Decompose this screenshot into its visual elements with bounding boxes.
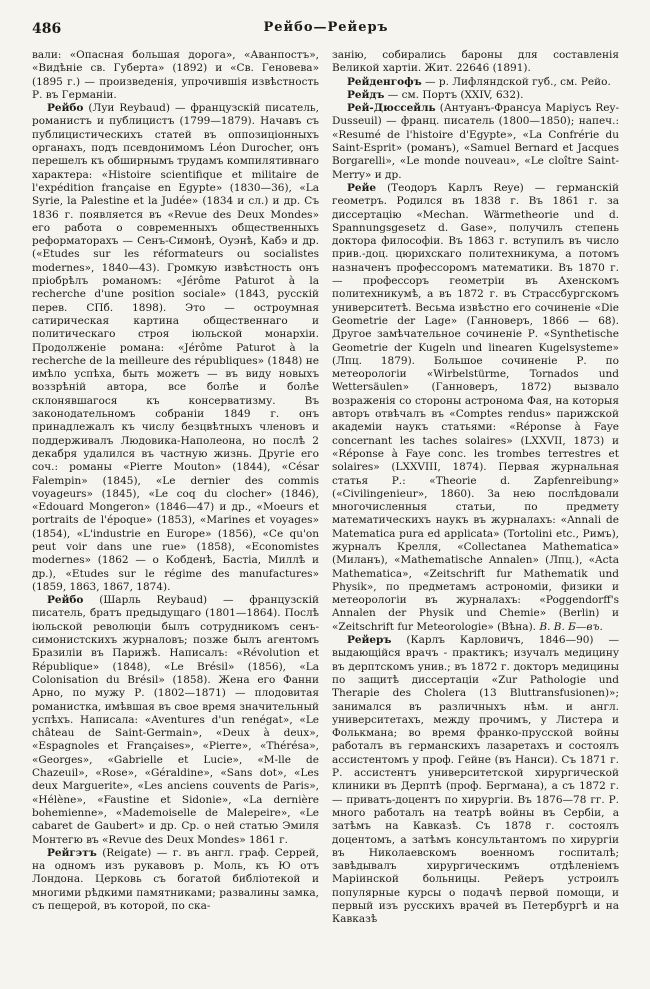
entry-reid [332,89,619,102]
entry-term: Рей-Дюссейль [347,102,436,115]
entry-text: (Карлъ Карловичъ, 1846—90) — выдающійся врачъ - практикъ; изучалъ медицину въ дерптскомъ унив.; въ 1872 г. докторъ медицины по защитѣ диссертаціи «Zur Pathologie und Therapie des Cholera (13 Bluttransfusionen)»; занимался въ различныхъ нѣм. и англ. университетахъ, между прочимъ, у Листера и Фолькмана; во время франко-прусской войны работалъ въ германскихъ лазаретахъ и состоялъ ассистентомъ у проф. Гейне (въ Нанси). Съ 1871 г. Р. ассистентъ университетской хирургической клиники въ Дерптѣ (проф. Бергмана), а съ 1872 г. — приватъ-доцентъ по хирургіи. Въ 1876—78 гг. Р. много работалъ на театрѣ войны въ Сербіи, а затѣмъ на Кавказѣ. Съ 1878 г. состоялъ доцентомъ, а затѣмъ консультантомъ по хирургіи въ Николаевскомъ военномъ госпиталѣ; завѣдывалъ хирургическимъ отдѣленіемъ Маріинской больницы. Рейеръ устроилъ популярные курсы о подачѣ первой помощи, и первый изъ русскихъ врачей въ Петербургѣ и на Кавказѣ [332,634,619,926]
entry-text: — р. Лифляндской губ., см. Рейо. [421,75,611,88]
entry-term: Рейбо [47,102,84,115]
entry-term: Рейбо [47,594,84,607]
page-number: 486 [32,21,62,37]
entry-text: (Теодоръ Карлъ Reye) — германскій геометръ. Родился въ 1838 г. Въ 1861 г. за диссертацію «Mechan. Wärmetheorie und d. Spannungsgesetz d. Gase», получилъ степень доктора философіи. Въ 1863 г. вступилъ въ число прив.-доц. цюрихскаго политехникума, а потомъ назначенъ профессоромъ математики. Въ 1870 г. — профессоръ геометріи въ Ахенскомъ политехникумѣ, а въ 1872 г. въ Страссбургскомъ университетѣ. Весьма извѣстно его сочиненіе «Die Geometrie der Lage» (Ганноверъ, 1866 — 68). Другое замѣчательное сочиненіе Р. «Synthetische Geometrie der Kugeln und linearen Kugelsysteme» (Лпц. 1879). Большое сочиненіе Р. по метеорологіи «Wirbelstürme, Tornados und Wettersäulen» (Ганноверъ, 1872) вызвало возраженія со стороны астронома Фая, на которыя авторъ отвѣчалъ въ «Comptes rendus» парижской академіи наукъ статьями: «Réponse à Faye concernant les taches solaires» (LXXVII, 1873) и «Réponse à Faye conc. les trombes terrestres et solaires» (LXXVIII, 1874). Первая журнальная статья Р.: «Theorie d. Zapfenreibung» («Civilingenieur», 1860). За нею послѣдовали многочисленныя статьи, по предмету математическихъ наукъ въ журналахъ: «Annali de Matematica pura ed applicata» (Tortolini etc., Римъ), журналъ Крелля, «Collectanea Mathematica» (Миланъ), «Mathematische Annalen» (Лпц.), «Acta Mathematica», «Zeitschrift fur Mathematik und Physik», по предметамъ астрономіи, физики и метеорологіи въ журналахъ: «Poggendorff's Annalen der Physik und Chemie» (Berlin) и «Zeitschrift fur Meteorologie» (Вѣна). [332,181,619,633]
entry-term: Рейдъ [347,88,385,101]
entry-text: — см. Портъ (XXIV, 632). [384,88,524,101]
page-header [32,20,620,42]
text-columns [32,49,620,967]
entry-reybaud-louis [32,102,319,594]
entry-term: Рейе [347,181,377,194]
entry-text: (Reigate) — г. въ англ. граф. Серрей, на одномъ изъ рукавовъ р. Моль, къ Ю отъ Лондона. Церковь съ богатой библіотекой и многими рѣдкими памятниками; развалины замка, съ пещерой, въ которой, по ска- [32,846,319,912]
entry-text: вали: «Опасная большая дорога», «Аванпостъ», «Видѣніе св. Губерта» (1892) и «Св. Геновева» (1895 г.) — произведенія, упрочившія извѣстность Р. въ Германіи. [32,49,319,101]
entry-reigate [32,847,319,913]
entry-text: (Луи Reybaud) — французскій писатель, романистъ и публицистъ (1799—1879). Начавъ съ публицистическихъ статей въ оппозиціонныхъ органахъ, подъ псевдонимомъ Léon Durocher, онъ перешелъ къ обширнымъ трудамъ компилятивнаго характера: «Histoire scientifique et militaire de l'expédition française en Egypte» (1830—36), «La Syrie, la Palestine et la Judée» (1834 и сл.) и др. Съ 1836 г. появляется въ «Revue des Deux Mondes» его работа о современныхъ общественныхъ реформаторахъ — Сенъ-Симонѣ, Оуэнѣ, Кабэ и др. («Etudes sur les réformateurs ou socialistes modernes», 1840—43). Громкую извѣстность онъ пріобрѣлъ романомъ: «Jérôme Paturot à la recherche d'une position sociale» (1843, русскій перев. СПб. 1898). Это — остроумная сатирическая картина общественнаго и политическаго строя іюльской монархіи. Продолженіе романа: «Jérôme Paturot à la recherche de la meilleure des républiques» (1848) не имѣло успѣха, быть можетъ — въ виду новыхъ воззрѣній автора, все болѣе и болѣе склонявшагося къ консерватизму. Въ законодательномъ собраніи 1849 г. онъ принадлежалъ къ числу безцвѣтныхъ членовъ и поддерживалъ Людовика-Наполеона, но послѣ 2 декабря удалился въ частную жизнь. Другіе его соч.: романы «Pierre Mouton» (1844), «César Falempin» (1845), «Le dernier des commis voyageurs» (1845), «Le coq du clocher» (1846), «Edouard Mongeron» (1846—47) и др., «Moeurs et portraits de l'époque» (1853), «Marines et voyages» (1854), «L'industrie en Europe» (1856), «Ce qu'on peut voir dans une rue» (1858), «Economistes modernes» (1862 — о Кобденѣ, Бастіа, Миллѣ и др.), «Etudes sur le régime des manufactures» (1859, 1863, 1867, 1874). [32,102,319,593]
entry-term: Рейденгофъ [347,75,422,88]
entry-text: (Шарль Reybaud) — французскій писатель, братъ предыдущаго (1801—1864). Послѣ іюльской революціи былъ сотрудникомъ сенъ-симонистскихъ журналовъ; позже былъ агентомъ Бразиліи въ Парижѣ. Написалъ: «Révolution et République» (1848), «Le Brésil» (1856), «La Colonisation du Brésil» (1858). Жена его Фанни Арно, по мужу Р. (1802—1871) — плодовитая романистка, имѣвшая въ свое время значительный успѣхъ. Написала: «Aventures d'un renégat», «Le château de Saint-Germain», «Deux à deux», «Espagnoles et Françaises», «Pierre», «Thérésa», «Georges», «Gabrielle et Lucie», «M-lle de Chazeuil», «Rose», «Géraldine», «Sans dot», «Les deux Marguerite», «Les anciens couvents de Paris», «Hélène», «Faustine et Sidonie», «La dernière bohemienne», «Mademoiselle de Malepeire», «Le cabaret de Gaubert» и др. Ср. о ней статью Эмиля Монтегю въ «Revue des Deux Mondes» 1861 г. [32,594,319,846]
entry-rey-dusseuil [332,102,619,182]
author-signature: В. В. Б—въ. [536,620,603,633]
entry-reybaud-charles [32,594,319,847]
entry-reye [332,182,619,634]
running-title: Рейбо—Рейеръ [263,20,389,35]
entry-text: (Антуанъ-Франсуа Маріусъ Rey-Dusseuil) — франц. писатель (1800—1850); напеч.: «Resumé de l'histoire d'Egypte», «La Confrérie du Saint-Esprit» (романъ), «Samuel Bernard et Jacques Borgarelli», «Le monde nouveau», «Le cloître Saint-Merry» и др. [332,102,619,181]
column-left [32,49,319,967]
entry-reyer [332,634,619,927]
entry-reidenhof [332,76,619,89]
entry-term: Рейгэтъ [47,846,97,859]
entry-continuation [32,49,319,102]
entry-continuation [332,49,619,76]
entry-text: занію, собирались бароны для составленія Великой хартіи. Жит. 22646 (1891). [332,49,619,75]
column-right [332,49,619,967]
entry-term: Рейеръ [347,634,392,647]
